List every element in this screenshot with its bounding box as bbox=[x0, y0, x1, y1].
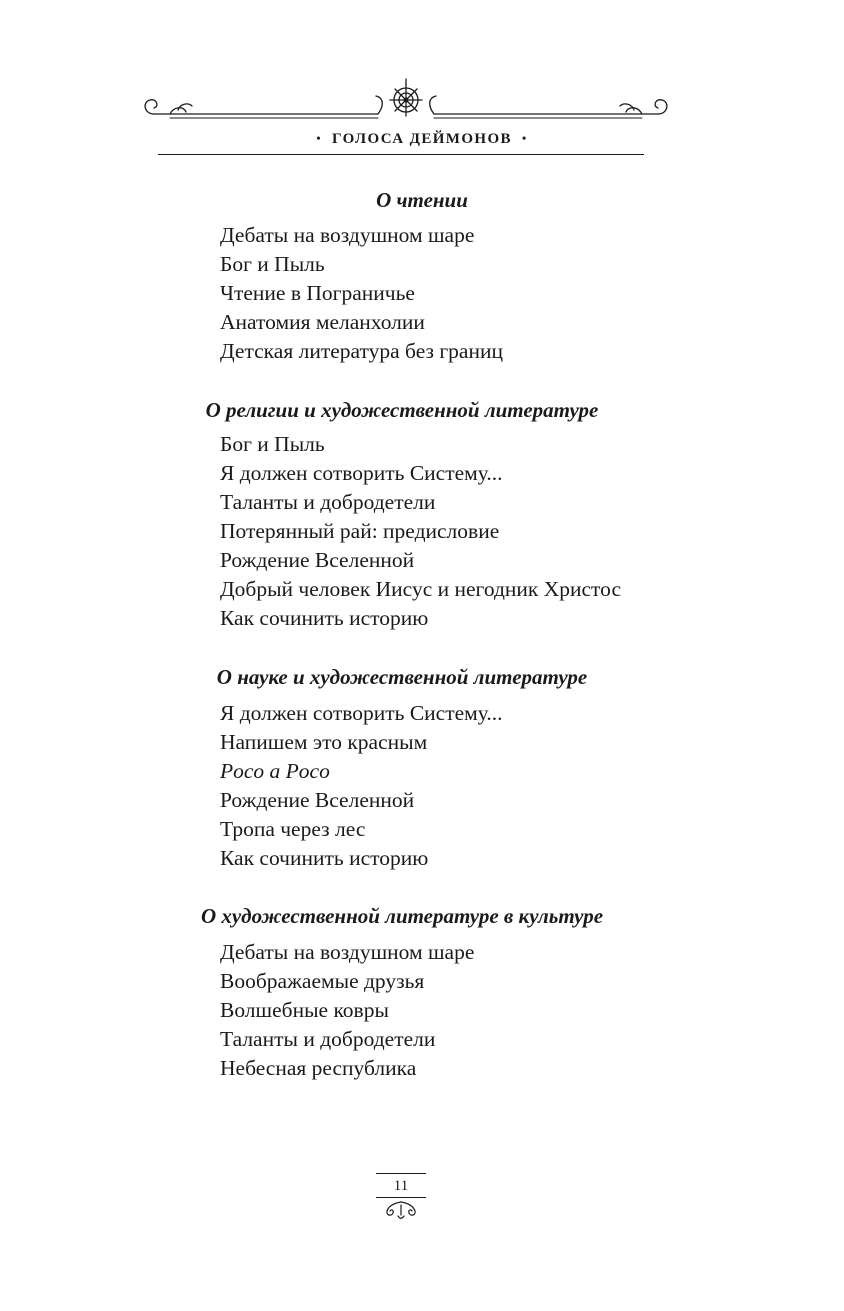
bullet-right: • bbox=[521, 131, 528, 145]
page-number-rule-top bbox=[376, 1173, 426, 1174]
page-number-rule-bottom bbox=[376, 1197, 426, 1198]
page-number: 11 bbox=[393, 1178, 409, 1194]
running-head bbox=[0, 131, 844, 148]
header-ornament bbox=[140, 76, 672, 132]
list-item: Таланты и добродетели bbox=[220, 490, 436, 514]
list-item: Тропа через лес bbox=[220, 817, 366, 841]
list-item: Я должен сотворить Систему... bbox=[220, 701, 503, 725]
bullet-left: • bbox=[316, 131, 323, 145]
list-item: Таланты и добродетели bbox=[220, 1027, 436, 1051]
list-item: Бог и Пыль bbox=[220, 432, 325, 456]
list-item: Потерянный рай: предисловие bbox=[220, 519, 500, 543]
list-item: Небесная республика bbox=[220, 1056, 417, 1080]
section-title: О художественной литературе в культуре bbox=[200, 904, 604, 928]
list-item: Дебаты на воздушном шаре bbox=[220, 940, 475, 964]
list-item: Анатомия меланхолии bbox=[220, 310, 425, 334]
section-title: О религии и художественной литературе bbox=[205, 398, 599, 422]
list-item: Я должен сотворить Систему... bbox=[220, 461, 503, 485]
list-item: Дебаты на воздушном шаре bbox=[220, 223, 475, 247]
flourish-ornament bbox=[381, 1199, 421, 1221]
list-item: Чтение в Пограничье bbox=[220, 281, 415, 305]
running-head-title: ГОЛОСА ДЕЙМОНОВ bbox=[332, 131, 512, 147]
list-item: Как сочинить историю bbox=[220, 606, 429, 630]
running-head-rule bbox=[158, 154, 644, 155]
list-item: Детская литература без границ bbox=[220, 339, 503, 363]
list-item: Волшебные ковры bbox=[220, 998, 389, 1022]
list-item: Poco a Poco bbox=[220, 759, 330, 783]
list-item: Бог и Пыль bbox=[220, 252, 325, 276]
section-title: О науке и художественной литературе bbox=[216, 665, 588, 689]
list-item: Напишем это красным bbox=[220, 730, 428, 754]
section-title: О чтении bbox=[376, 188, 468, 212]
list-item: Как сочинить историю bbox=[220, 846, 429, 870]
list-item: Добрый человек Иисус и негодник Христос bbox=[220, 577, 621, 601]
list-item: Воображаемые друзья bbox=[220, 969, 425, 993]
list-item: Рождение Вселенной bbox=[220, 788, 415, 812]
list-item: Рождение Вселенной bbox=[220, 548, 415, 572]
